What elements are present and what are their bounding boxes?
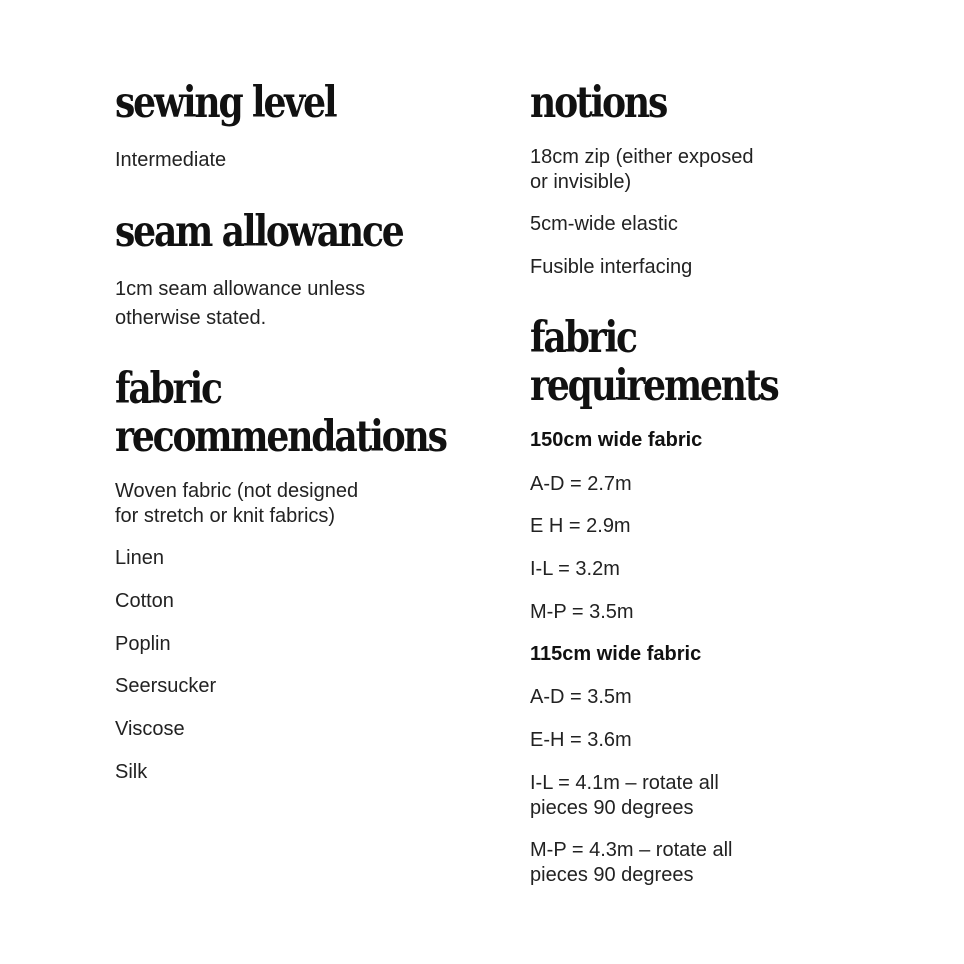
fabric-item: Cotton <box>115 590 174 612</box>
fabric-requirements-heading-line-1: fabric <box>530 313 636 363</box>
fabric-item: Seersucker <box>115 675 217 697</box>
fabric-item: Linen <box>115 547 164 569</box>
requirement-row-il-line-1: I-L = 4.1m – rotate all <box>530 772 719 794</box>
fabric-item: Poplin <box>115 633 171 655</box>
wide-150-title: 150cm wide fabric <box>530 429 703 451</box>
seam-allowance-heading: seam allowance <box>115 207 403 257</box>
fabric-recommendations-heading-line-2: recommendations <box>115 412 446 462</box>
zip-line-1: 18cm zip (either exposed <box>530 146 754 168</box>
fabric-item: Silk <box>115 761 148 783</box>
fabric-requirements-heading-line-2: requirements <box>530 361 778 411</box>
wide-115-title: 115cm wide fabric <box>530 643 702 665</box>
requirement-row: A-D = 2.7m <box>530 473 632 495</box>
notions-heading: notions <box>530 78 667 128</box>
requirement-row: A-D = 3.5m <box>530 686 632 708</box>
fabric-item: Viscose <box>115 718 185 740</box>
requirement-row: M-P = 3.5m <box>530 601 634 623</box>
sewing-level-heading: sewing level <box>115 78 336 128</box>
elastic-text: 5cm-wide elastic <box>530 213 678 235</box>
requirement-row: E H = 2.9m <box>530 515 631 537</box>
seam-allowance-line-2: otherwise stated. <box>115 307 267 329</box>
seam-allowance-line-1: 1cm seam allowance unless <box>115 278 366 300</box>
sewing-level-value: Intermediate <box>115 149 227 171</box>
requirement-row: I-L = 3.2m <box>530 558 620 580</box>
fabric-recommendations-heading-line-1: fabric <box>115 364 221 414</box>
requirement-row-il-line-2: pieces 90 degrees <box>530 797 694 819</box>
zip-line-2: or invisible) <box>530 171 632 193</box>
requirement-row: E-H = 3.6m <box>530 729 632 751</box>
requirement-row-mp-line-1: M-P = 4.3m – rotate all <box>530 839 733 861</box>
interfacing-text: Fusible interfacing <box>530 256 693 278</box>
requirement-row-mp-line-2: pieces 90 degrees <box>530 864 694 886</box>
woven-fabric-line-2: for stretch or knit fabrics) <box>115 505 336 527</box>
woven-fabric-line-1: Woven fabric (not designed <box>115 480 359 502</box>
